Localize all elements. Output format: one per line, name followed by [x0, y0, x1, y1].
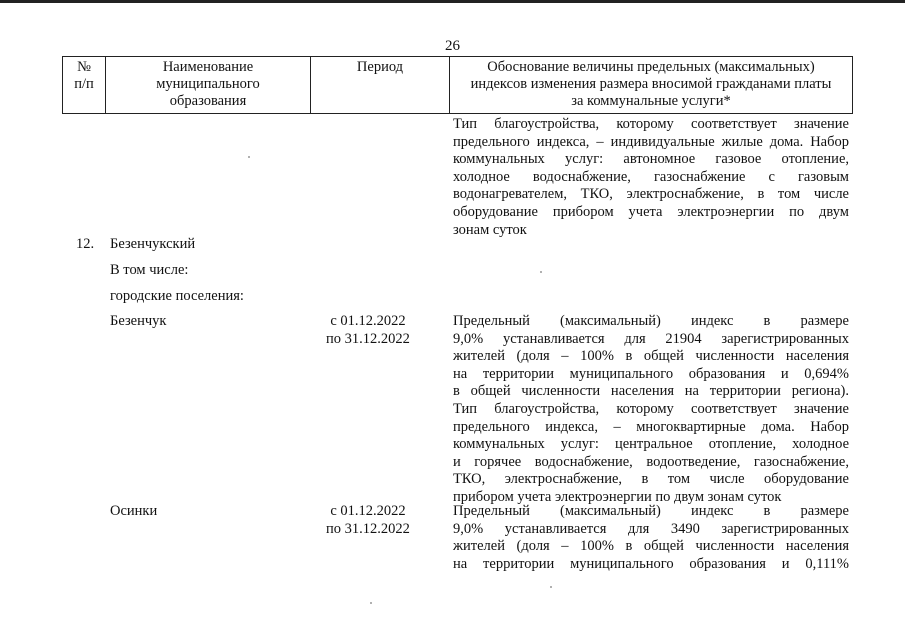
- text-line: коммунальных услуг: автономное газовое отопление,: [453, 151, 849, 168]
- period-end: по 31.12.2022: [326, 330, 410, 347]
- text-line: на территории муниципального образования и 0,111%: [453, 555, 849, 572]
- scan-speck: [540, 271, 542, 273]
- text-line: в общей численности населения на территории региона).: [453, 383, 849, 400]
- period-cell: [310, 503, 426, 538]
- text-line: холодное водоснабжение, газоснабжение с газовым: [453, 168, 849, 185]
- text-line: 9,0% устанавливается для 21904 зарегистрированных: [453, 330, 849, 347]
- text-line: Тип благоустройства, которому соответствует значение: [453, 116, 849, 132]
- urban-settlements-label: городские поселения:: [110, 288, 244, 304]
- including-label: В том числе:: [110, 262, 189, 278]
- top-rule: [0, 0, 905, 3]
- municipality-name: Безенчукский: [110, 236, 196, 252]
- continuation-paragraph: [453, 116, 849, 239]
- text-line: оборудование прибором учета электроэнергии по двум: [453, 203, 849, 220]
- header-basis-line: Обоснование величины предельных (максимальных): [487, 59, 815, 75]
- settlement-name: Безенчук: [110, 313, 167, 329]
- text-line: предельного индекса, – многоквартирные дома. Набор: [453, 418, 849, 435]
- text-line: жителей (доля – 100% в общей численности населения: [453, 348, 849, 365]
- basis-paragraph: [453, 313, 849, 507]
- scan-speck: [550, 586, 552, 588]
- settlement-name: Осинки: [110, 503, 158, 519]
- period-start: с 01.12.2022: [330, 313, 406, 329]
- text-line: предельного индекса, – индивидуальные жилые дома. Набор: [453, 133, 849, 150]
- text-line: водонагревателем, ТКО, электроснабжение, в том числе: [453, 186, 849, 203]
- text-line: прибором учета электроэнергии по двум зонам суток: [453, 488, 782, 505]
- header-name-line: муниципального: [156, 76, 260, 92]
- header-basis-line: за коммунальные услуги*: [571, 93, 731, 109]
- text-line: ТКО, электроснабжение, в том числе оборудование: [453, 471, 849, 488]
- row-number: 12.: [76, 236, 95, 252]
- header-number-line: п/п: [74, 76, 94, 92]
- header-col-name: [106, 57, 311, 113]
- header-name-line: Наименование: [162, 59, 254, 75]
- text-line: на территории муниципального образования и 0,694%: [453, 365, 849, 382]
- header-col-number: [63, 57, 106, 113]
- header-col-period: [311, 57, 450, 113]
- text-line: Тип благоустройства, которому соответствует значение: [453, 400, 849, 417]
- text-line: 9,0% устанавливается для 3490 зарегистрированных: [453, 520, 849, 537]
- page-number: 26: [445, 38, 460, 54]
- text-line: зонам суток: [453, 221, 527, 238]
- header-period-text: Период: [356, 59, 404, 75]
- period-end: по 31.12.2022: [326, 520, 410, 537]
- header-basis-line: индексов изменения размера вносимой гражданами платы: [470, 76, 832, 92]
- scan-speck: [370, 602, 372, 604]
- header-col-basis: [450, 57, 852, 113]
- basis-paragraph: [453, 503, 849, 573]
- scan-speck: [248, 156, 250, 158]
- text-line: жителей (доля – 100% в общей численности населения: [453, 538, 849, 555]
- period-cell: [310, 313, 426, 348]
- text-line: коммунальных услуг: центральное отопление, холодное: [453, 436, 849, 453]
- text-line: Предельный (максимальный) индекс в размере: [453, 313, 849, 329]
- header-name-line: образования: [169, 93, 247, 109]
- text-line: Предельный (максимальный) индекс в размере: [453, 503, 849, 519]
- text-line: и горячее водоснабжение, водоотведение, газоснабжение,: [453, 453, 849, 470]
- table-header: [62, 56, 853, 114]
- header-number-line: №: [77, 59, 91, 75]
- period-start: с 01.12.2022: [330, 503, 406, 519]
